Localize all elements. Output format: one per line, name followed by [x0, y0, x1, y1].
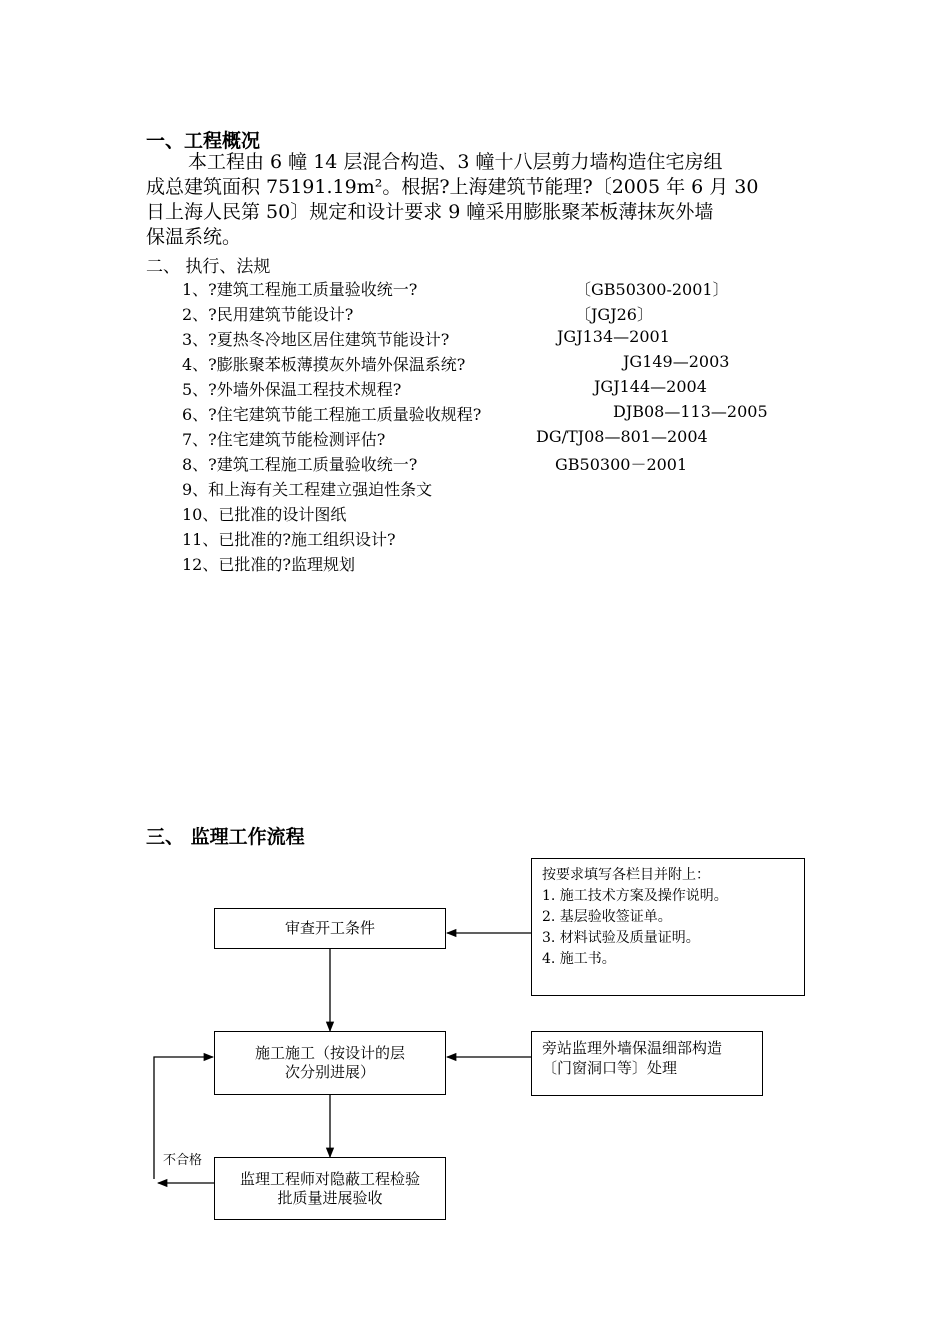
regulation-code: DG/TJ08—801—2004: [536, 427, 708, 446]
fail-label: 不合格: [163, 1153, 203, 1168]
regulation-code: 〔JGJ26〕: [575, 305, 653, 324]
paragraph-line: 成总建筑面积 75191.19m²。根据?上海建筑节能理?〔2005 年 6 月 30: [146, 176, 759, 198]
notes-item: 4. 施工书。: [542, 951, 616, 967]
flow-box-label: 审查开工条件: [284, 919, 375, 937]
notes-item: 3. 材料试验及质量证明。: [542, 930, 700, 946]
regulation-item: 5、?外墙外保温工程技术规程?: [182, 380, 402, 399]
flow-box-review: [214, 908, 446, 949]
paragraph-line: 本工程由 6 幢 14 层混合构造、3 幢十八层剪力墙构造住宅房组: [188, 151, 723, 173]
paragraph-line: 日上海人民第 50〕规定和设计要求 9 幢采用膨胀聚苯板薄抹灰外墙: [146, 201, 714, 223]
flow-box-line: 监理工程师对隐蔽工程检验: [239, 1169, 420, 1188]
regulation-item: 4、?膨胀聚苯板薄摸灰外墙外保温系统?: [182, 355, 466, 374]
notes-item: 2. 基层验收签证单。: [542, 909, 672, 925]
regulation-code: GB50300－2001: [555, 455, 688, 474]
regulation-code: JGJ134—2001: [557, 327, 670, 346]
regulation-item: 10、已批准的设计图纸: [182, 505, 347, 524]
side-line: 旁站监理外墙保温细部构造: [542, 1039, 723, 1057]
flow-notes-box: [531, 858, 805, 996]
flow-box-line: 次分别进展）: [284, 1063, 375, 1081]
section3-heading: 三、 监理工作流程: [146, 826, 305, 848]
regulation-item: 7、?住宅建筑节能检测评估?: [182, 430, 386, 449]
regulation-item: 9、和上海有关工程建立强迫性条文: [182, 480, 433, 499]
flow-side-box: [531, 1031, 763, 1096]
notes-item: 1. 施工技术方案及操作说明。: [542, 888, 728, 904]
regulation-item: 1、?建筑工程施工质量验收统一?: [182, 280, 418, 299]
regulation-item: 11、已批准的?施工组织设计?: [182, 530, 396, 549]
regulation-item: 6、?住宅建筑节能工程施工质量验收规程?: [182, 405, 482, 424]
regulation-item: 3、?夏热冬冷地区居住建筑节能设计?: [182, 330, 450, 349]
regulation-item: 2、?民用建筑节能设计?: [182, 305, 354, 324]
regulation-code: JG149—2003: [623, 352, 730, 371]
notes-title: 按要求填写各栏目并附上：: [542, 867, 710, 883]
regulation-code: DJB08—113—2005: [613, 402, 768, 421]
regulation-code: JGJ144—2004: [594, 377, 707, 396]
side-line: 〔门窗洞口等〕处理: [542, 1059, 678, 1077]
flow-box-line: 施工施工（按设计的层: [254, 1044, 405, 1062]
flow-box-inspect: [214, 1157, 446, 1220]
regulation-code: 〔GB50300-2001〕: [575, 280, 729, 299]
paragraph-line: 保温系统。: [146, 226, 242, 248]
section2-heading: 二、 执行、法规: [146, 257, 271, 277]
flow-box-line: 批质量进展验收: [277, 1188, 383, 1207]
section1-heading: 一、工程概况: [146, 130, 261, 152]
regulation-item: 8、?建筑工程施工质量验收统一?: [182, 455, 418, 474]
regulation-item: 12、已批准的?监理规划: [182, 555, 355, 574]
flow-box-construct: [214, 1031, 446, 1095]
